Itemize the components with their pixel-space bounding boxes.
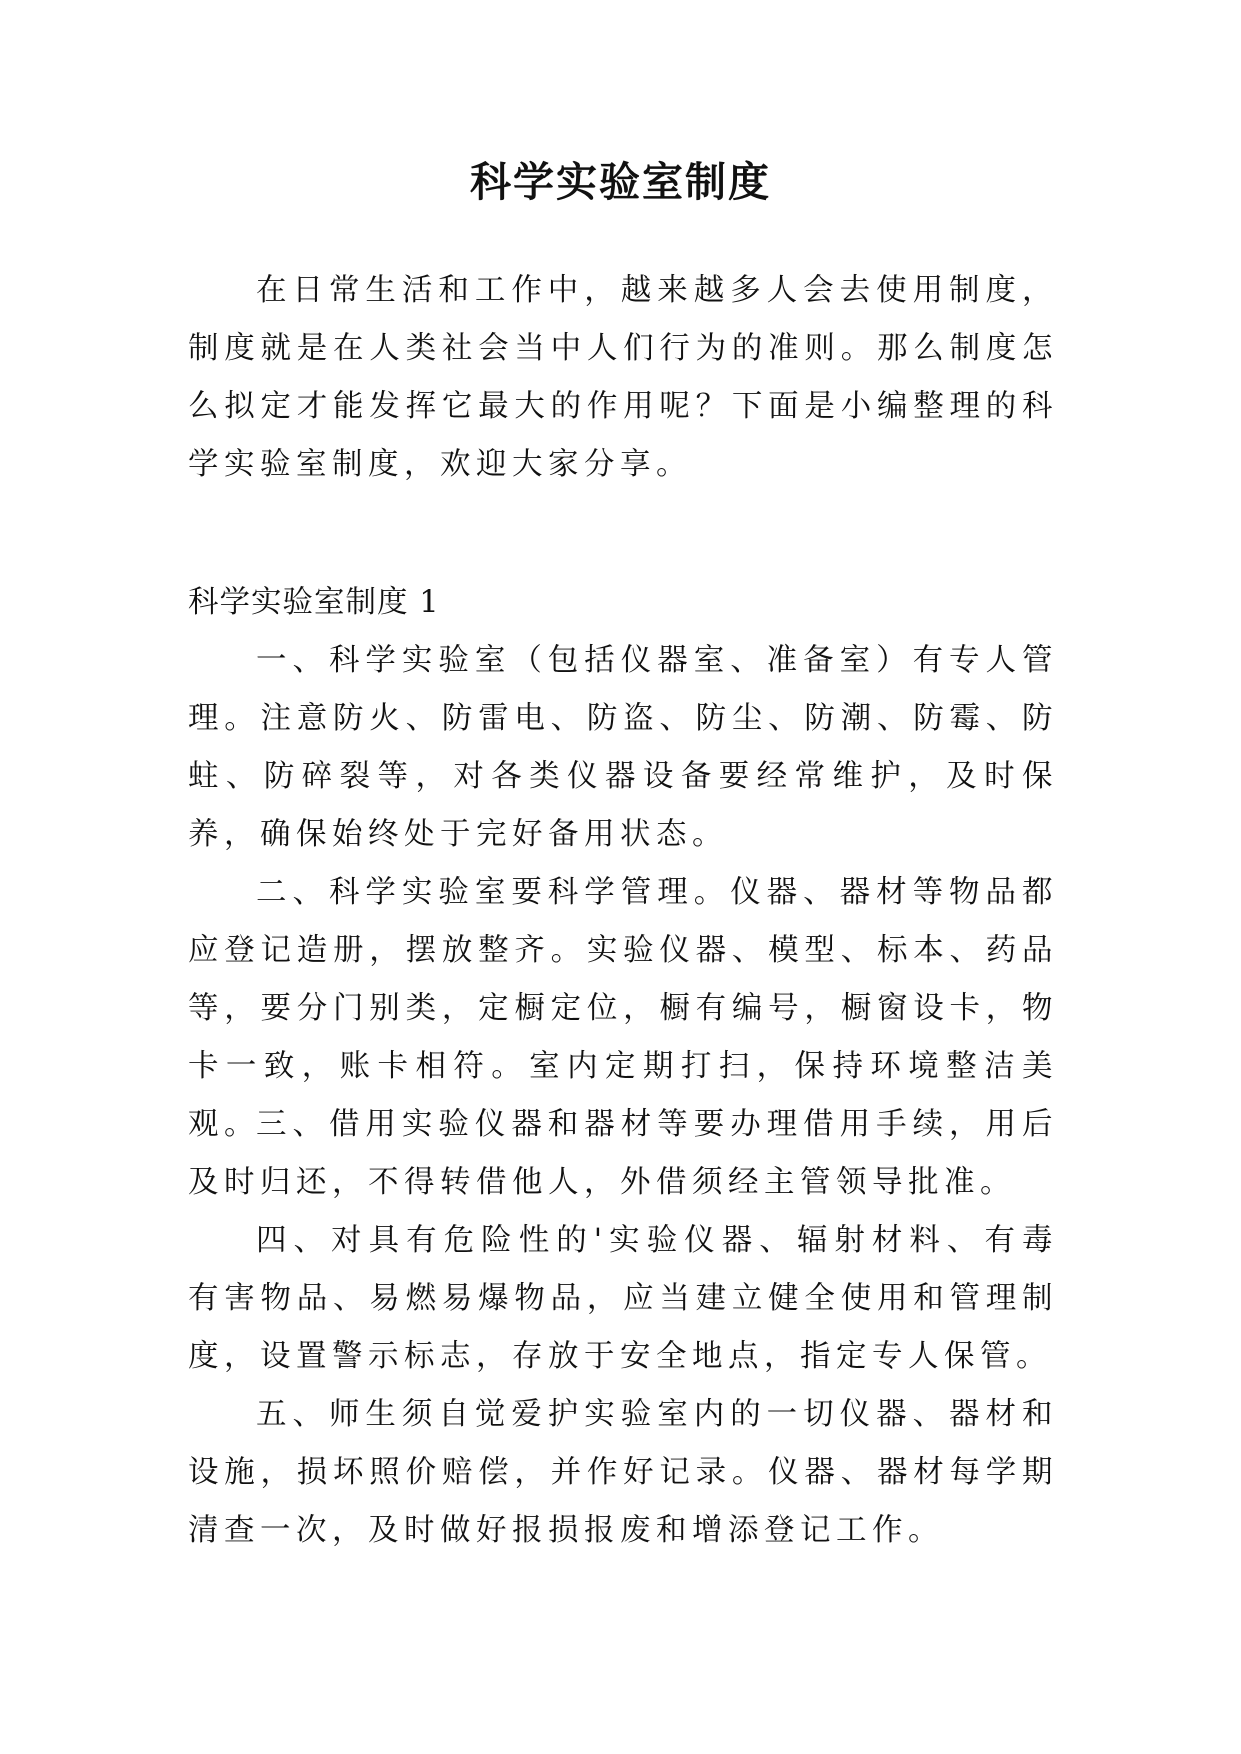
rule-paragraph-3: 三、借用实验仪器和器材等要办理借用手续，用后及时归还，不得转借他人，外借须经主管领导批准。 [188, 1107, 1058, 1200]
document-title: 科学实验室制度 [470, 158, 771, 206]
rule-paragraph-1: 一、科学实验室（包括仪器室、准备室）有专人管理。注意防火、防雷电、防盗、防尘、防潮、防霉、防蛀、防碎裂等，对各类仪器设备要经常维护，及时保养，确保始终处于完好备用状态。 [188, 643, 1058, 852]
section-heading: 科学实验室制度 1 [188, 585, 440, 620]
intro-paragraph: 在日常生活和工作中，越来越多人会去使用制度，制度就是在人类社会当中人们行为的准则。那么制度怎么拟定才能发挥它最大的作用呢？下面是小编整理的科学实验室制度，欢迎大家分享。 [188, 273, 1058, 482]
rule-paragraph-2: 二、科学实验室要科学管理。仪器、器材等物品都应登记造册，摆放整齐。实验仪器、模型、标本、药品等，要分门别类，定橱定位，橱有编号，橱窗设卡，物卡一致，账卡相符。室内定期打扫，保持环境整洁美观。 [188, 875, 1058, 1142]
rule-paragraph-5: 五、师生须自觉爱护实验室内的一切仪器、器材和设施，损坏照价赔偿，并作好记录。仪器、器材每学期清查一次，及时做好报损报废和增添登记工作。 [188, 1397, 1058, 1548]
rule-paragraph-4: 四、对具有危险性的'实验仪器、辐射材料、有毒有害物品、易燃易爆物品，应当建立健全使用和管理制度，设置警示标志，存放于安全地点，指定专人保管。 [188, 1223, 1058, 1374]
